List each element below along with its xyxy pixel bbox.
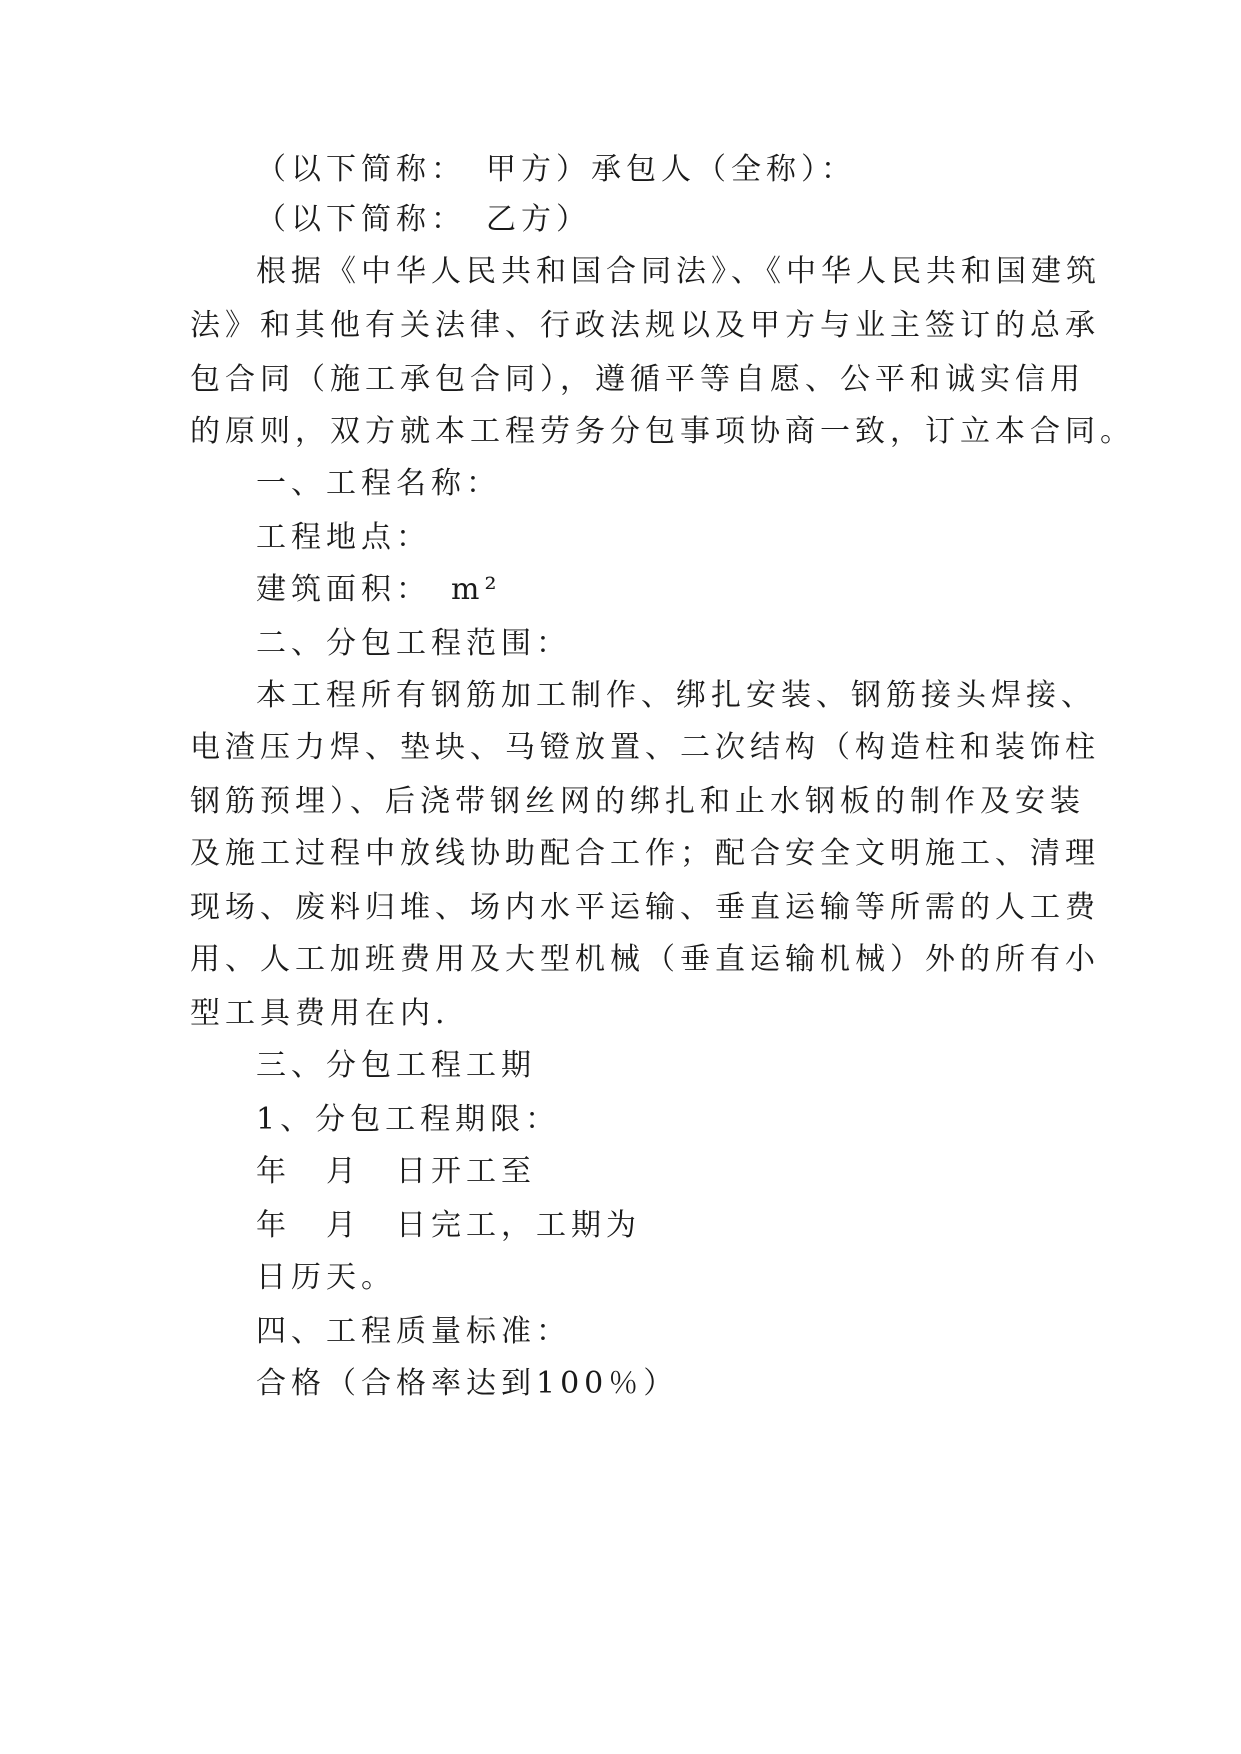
party-b-line: （以下简称： 乙方）	[256, 202, 591, 237]
preamble-line-3: 包合同（施工承包合同），遵循平等自愿、公平和诚实信用	[190, 362, 1085, 397]
quality-standard: 合格（合格率达到100％）	[256, 1366, 679, 1401]
calendar-days-line: 日历天。	[256, 1260, 396, 1295]
section-1-heading: 一、工程名称：	[256, 466, 501, 501]
scope-line-1: 本工程所有钢筋加工制作、绑扎安装、钢筋接头焊接、	[256, 678, 1096, 713]
preamble-line-4: 的原则，双方就本工程劳务分包事项协商一致，订立本合同。	[190, 414, 1135, 449]
start-date-line: 年 月 日开工至	[256, 1154, 536, 1189]
project-location: 工程地点：	[256, 520, 431, 555]
party-a-line: （以下简称： 甲方）承包人（全称）：	[256, 152, 856, 187]
scope-line-7: 型工具费用在内.	[190, 996, 450, 1031]
end-date-line: 年 月 日完工，工期为	[256, 1208, 641, 1243]
scope-line-3: 钢筋预埋）、后浇带钢丝网的绑扎和止水钢板的制作及安装	[190, 784, 1085, 819]
section-4-heading: 四、工程质量标准：	[256, 1314, 571, 1349]
scope-line-2: 电渣压力焊、垫块、马镫放置、二次结构（构造柱和装饰柱	[190, 730, 1100, 765]
preamble-line-1: 根据《中华人民共和国合同法》、《中华人民共和国建筑	[256, 254, 1101, 289]
preamble-line-2: 法》和其他有关法律、行政法规以及甲方与业主签订的总承	[190, 308, 1100, 343]
section-3-heading: 三、分包工程工期	[256, 1048, 536, 1083]
scope-line-4: 及施工过程中放线协助配合工作；配合安全文明施工、清理	[190, 836, 1100, 871]
period-heading: 1、分包工程期限：	[256, 1102, 561, 1137]
scope-line-6: 用、人工加班费用及大型机械（垂直运输机械）外的所有小	[190, 942, 1100, 977]
building-area: 建筑面积： m²	[256, 572, 502, 607]
section-2-heading: 二、分包工程范围：	[256, 626, 571, 661]
scope-line-5: 现场、废料归堆、场内水平运输、垂直运输等所需的人工费	[190, 890, 1100, 925]
